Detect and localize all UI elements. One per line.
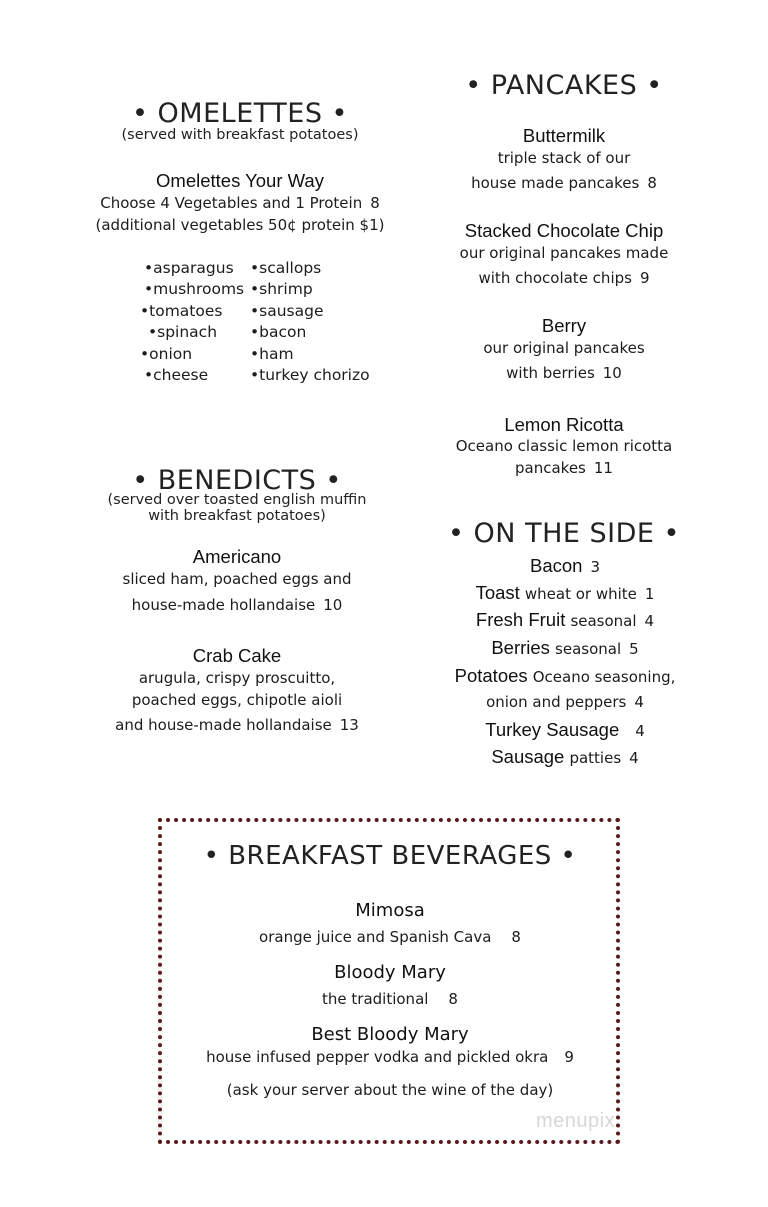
- pancake-desc: our original pancakes: [483, 339, 645, 357]
- side-item-price: 4: [629, 749, 639, 767]
- pancake-desc: [414, 456, 714, 481]
- pancake-price: 10: [602, 364, 622, 382]
- benedict-desc: poached eggs, chipotle aioli: [131, 691, 343, 709]
- benedict-name: Americano: [192, 546, 282, 567]
- protein-item: •bacon: [250, 323, 307, 341]
- omelettes-line2: (additional vegetables 50¢ protein $1): [95, 216, 385, 234]
- side-item: [440, 555, 690, 577]
- beverage-desc-text: the traditional: [322, 990, 429, 1008]
- beverage-desc: [160, 987, 620, 1012]
- omelettes-line1-price: 8: [370, 194, 380, 212]
- side-item-name: Berries: [491, 637, 550, 658]
- pancake-desc: [414, 266, 714, 291]
- protein-item: •scallops: [250, 259, 322, 277]
- benedict-price: 13: [339, 716, 359, 734]
- benedict-name: Crab Cake: [192, 645, 282, 666]
- side-item: [440, 609, 690, 631]
- side-item-name: Turkey Sausage: [485, 719, 620, 740]
- benedict-price: 10: [323, 596, 343, 614]
- omelettes-line1-text: Choose 4 Vegetables and 1 Protein: [100, 194, 363, 212]
- side-item-price: 3: [590, 558, 600, 576]
- pancake-name: Stacked Chocolate Chip: [464, 220, 664, 241]
- pancake-desc: triple stack of our: [497, 149, 631, 167]
- benedict-desc: sliced ham, poached eggs and: [122, 570, 352, 588]
- pancake-desc-text: house made pancakes: [471, 174, 640, 192]
- side-item: [440, 692, 690, 711]
- beverage-price: 9: [564, 1048, 574, 1066]
- benedicts-heading: • BENEDICTS •: [132, 465, 342, 496]
- vegetable-item: •asparagus: [144, 259, 234, 277]
- omelettes-note: (served with breakfast potatoes): [121, 127, 359, 143]
- side-item-price: 4: [635, 722, 645, 740]
- pancake-desc: Oceano classic lemon ricotta: [455, 437, 673, 455]
- side-item-desc: onion and peppers: [486, 693, 627, 711]
- beverage-name: Best Bloody Mary: [311, 1024, 469, 1045]
- benedicts-note-1: (served over toasted english muffin: [107, 492, 367, 508]
- pancake-name: Lemon Ricotta: [504, 414, 624, 435]
- pancake-name: Buttermilk: [522, 125, 606, 146]
- benedict-desc-text: and house-made hollandaise: [115, 716, 332, 734]
- watermark-logo: menupix: [536, 1110, 616, 1132]
- pancake-price: 9: [639, 269, 650, 287]
- side-item: [440, 746, 690, 768]
- beverages-heading: • BREAKFAST BEVERAGES •: [203, 841, 577, 871]
- vegetable-item: •tomatoes: [140, 302, 223, 320]
- pancake-price: 11: [593, 459, 613, 477]
- pancake-desc-text: with berries: [506, 364, 595, 382]
- beverage-price: 8: [511, 928, 521, 946]
- side-item: [440, 582, 690, 604]
- benedict-desc: [37, 713, 437, 738]
- pancake-desc: [414, 171, 714, 196]
- side-item: [440, 719, 690, 741]
- on-the-side-heading: • ON THE SIDE •: [448, 518, 680, 549]
- beverage-desc: [160, 1045, 620, 1070]
- side-item-desc: wheat or white: [524, 585, 637, 603]
- vegetable-item: •mushrooms: [144, 280, 245, 298]
- omelettes-item-name: Omelettes Your Way: [156, 170, 324, 191]
- side-item-desc: patties: [569, 749, 622, 767]
- benedict-desc-text: house-made hollandaise: [131, 596, 316, 614]
- vegetable-item: •cheese: [144, 366, 209, 384]
- side-item-price: 5: [629, 640, 639, 658]
- pancake-price: 8: [647, 174, 657, 192]
- protein-item: •shrimp: [250, 280, 313, 298]
- protein-item: •turkey chorizo: [250, 366, 370, 384]
- pancake-desc-text: with chocolate chips: [478, 269, 632, 287]
- side-item-desc: seasonal: [570, 612, 637, 630]
- benedict-desc: arugula, crispy proscuitto,: [138, 669, 336, 687]
- benedict-desc: [37, 593, 437, 618]
- side-item-name: Potatoes: [454, 665, 528, 686]
- omelettes-heading: • OMELETTES •: [132, 98, 348, 129]
- pancake-desc-text: pancakes: [515, 459, 586, 477]
- beverage-desc: [160, 925, 620, 950]
- beverage-desc-text: orange juice and Spanish Cava: [259, 928, 492, 946]
- side-item-desc: seasonal: [555, 640, 622, 658]
- benedicts-note-2: with breakfast potatoes): [148, 508, 326, 524]
- side-item: [440, 665, 690, 687]
- side-item-name: Fresh Fruit: [475, 609, 566, 630]
- protein-item: •ham: [250, 345, 294, 363]
- side-item-name: Toast: [475, 582, 520, 603]
- pancakes-heading: • PANCAKES •: [465, 70, 663, 101]
- side-item-price: 4: [634, 693, 644, 711]
- beverage-name: Bloody Mary: [334, 962, 446, 983]
- beverage-desc-text: house infused pepper vodka and pickled okra: [206, 1048, 549, 1066]
- pancake-desc: [414, 361, 714, 386]
- side-item-name: Sausage: [491, 746, 565, 767]
- pancake-name: Berry: [541, 315, 587, 336]
- vegetable-item: •spinach: [148, 323, 218, 341]
- beverage-price: 8: [448, 990, 458, 1008]
- beverage-name: Mimosa: [355, 900, 425, 921]
- protein-item: •sausage: [250, 302, 324, 320]
- side-item: [440, 637, 690, 659]
- side-item-name: Bacon: [529, 555, 583, 576]
- side-item-desc: Oceano seasoning,: [532, 668, 676, 686]
- vegetable-item: •onion: [140, 345, 193, 363]
- side-item-price: 1: [644, 585, 655, 603]
- beverages-footer-note: (ask your server about the wine of the day): [226, 1081, 554, 1099]
- side-item-price: 4: [644, 612, 655, 630]
- pancake-desc: our original pancakes made: [459, 244, 669, 262]
